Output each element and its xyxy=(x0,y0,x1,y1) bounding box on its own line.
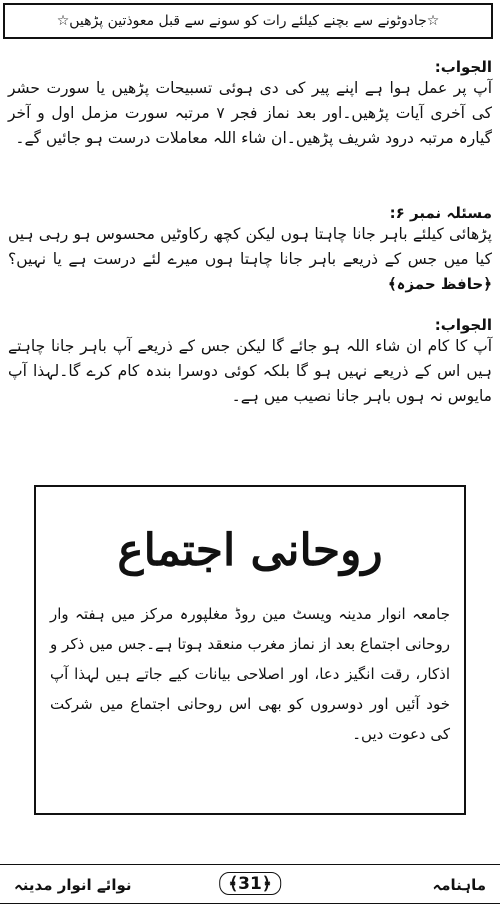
header-title: ☆جادوٹونے سے بچنے کیلئے رات کو سونے سے قبل معوذتین پڑھیں☆ xyxy=(56,13,440,29)
answer-label: الجواب: xyxy=(434,58,492,76)
answer-label: الجواب: xyxy=(434,316,492,334)
announcement-title: روحانی اجتماع xyxy=(117,525,383,576)
question-asker: ﴿حافظ حمزہ﴾ xyxy=(387,275,492,293)
page-header xyxy=(3,3,493,39)
question-text: پڑھائی کیلئے باہر جانا چاہتا ہوں لیکن کچھ رکاوٹیں محسوس ہو رہی ہیں کیا میں جس کے ذریعے باہر جانا چاہتا ہوں میرے لئے درست ہے یا نہیں؟ xyxy=(8,225,492,268)
question-body xyxy=(8,222,492,297)
magazine-label: ماہنامہ xyxy=(432,876,486,894)
answer-text: آپ پر عمل ہوا ہے اپنے پیر کی دی ہوئی تسبیحات پڑھیں یا سورت حشر کی آخری آیات پڑھیں۔اور بعد نماز فجر ۷ مرتبہ سورت مزمل اول و آخر گیارہ مرتبہ درود شریف پڑھیں۔ان شاء اللہ معاملات درست ہو جائیں گے۔ xyxy=(8,79,493,147)
page-footer xyxy=(0,870,500,900)
answer-text: آپ کا کام ان شاء اللہ ہو جائے گا لیکن جس کے ذریعے آپ باہر جانا چاہتے ہیں اس کے ذریعے نہیں ہو گا بلکہ کوئی دوسرا بندہ کام کرے گا۔لہذا آپ مایوس نہ ہوں باہر جانا نصیب میں ہے۔ xyxy=(8,337,492,405)
announcement-body: جامعہ انوار مدینہ ویسٹ مین روڈ مغلپورہ مرکز میں ہفتہ وار روحانی اجتماع بعد از نماز مغرب منعقد ہوتا ہے۔جس میں ذکر و اذکار، رقت انگیز دعا، اور اصلاحی بیانات کیے جاتے ہیں لہذا آپ خود آئیں اور دوسروں کو بھی اس روحانی اجتماع میں شرکت کی دعوت دیں۔ xyxy=(50,605,450,743)
footer-top-rule xyxy=(0,864,500,865)
answer-1 xyxy=(8,58,492,151)
magazine-name: نوائے انوار مدینہ xyxy=(14,876,132,894)
question-6 xyxy=(8,204,492,297)
question-label: مسئلہ نمبر ۶: xyxy=(389,204,492,222)
answer-2 xyxy=(8,316,492,409)
footer-bottom-rule xyxy=(0,903,500,904)
announcement-box xyxy=(34,485,466,815)
page-number: ﴾31﴿ xyxy=(219,872,281,895)
